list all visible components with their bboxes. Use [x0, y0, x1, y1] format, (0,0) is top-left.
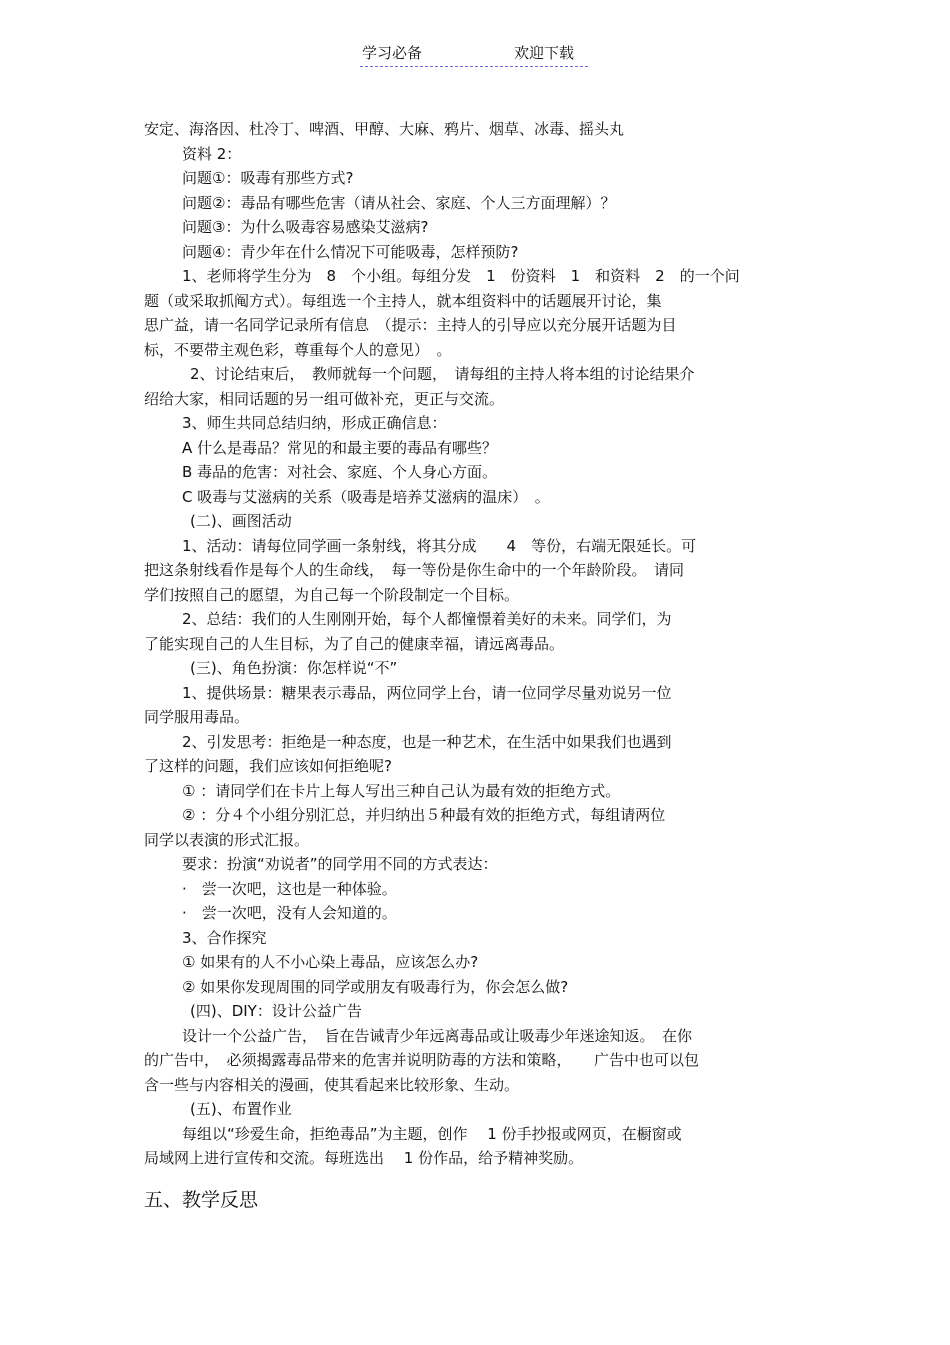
- text-line: 1、老师将学生分为 8 个小组。每组分发 1 份资料 1 和资料 2 的一个问: [182, 267, 740, 285]
- text-line: B 毒品的危害：对社会、家庭、个人身心方面。: [182, 463, 498, 481]
- document-body: [144, 117, 814, 1215]
- text-line: 要求：扮演“劝说者”的同学用不同的方式表达：: [182, 855, 498, 873]
- text-line: 每组以“珍爱生命，拒绝毒品”为主题，创作 1 份手抄报或网页，在橱窗或: [182, 1124, 682, 1143]
- text-line: 的广告中， 必须揭露毒品带来的危害并说明防毒的方法和策略， 广告中也可以包: [144, 1051, 700, 1069]
- text-line: 同学以表演的形式汇报。: [144, 830, 310, 849]
- text-line: 把这条射线看作是每个人的生命线， 每一等份是你生命中的一个年龄阶段。 请同: [144, 561, 685, 579]
- section-heading: 五、教学反思: [144, 1188, 259, 1211]
- text-line: 3、合作探究: [182, 928, 267, 947]
- text-line: 了这样的问题，我们应该如何拒绝呢?: [144, 757, 392, 775]
- text-line: 绍给大家，相同话题的另一组可做补充，更正与交流。: [144, 389, 505, 408]
- subsection-heading: (四)、DIY：设计公益广告: [190, 1002, 362, 1020]
- text-line: 2、讨论结束后， 教师就每一个问题， 请每组的主持人将本组的讨论结果介: [190, 365, 695, 383]
- text-line: 标，不要带主观色彩，尊重每个人的意见） 。: [144, 340, 452, 359]
- text-line: 同学服用毒品。: [144, 708, 250, 726]
- text-line: ② 如果你发现周围的同学或朋友有吸毒行为，你会怎么做?: [182, 977, 569, 996]
- text-line: · 尝一次吧，没有人会知道的。: [182, 904, 397, 922]
- text-line: 1、提供场景：糖果表示毒品，两位同学上台，请一位同学尽量劝说另一位: [182, 683, 672, 702]
- text-line: 局域网上进行宣传和交流。每班选出 1 份作品，给予精神奖励。: [144, 1149, 584, 1167]
- text-line: 问题③：为什么吸毒容易感染艾滋病?: [182, 218, 429, 236]
- header-right-text: 欢迎下载: [514, 44, 575, 62]
- text-line: 1、活动：请每位同学画一条射线，将其分成 4 等份，右端无限延长。可: [182, 536, 697, 555]
- header-left-text: 学习必备: [362, 44, 423, 62]
- text-line: 含一些与内容相关的漫画，使其看起来比较形象、生动。: [144, 1075, 520, 1094]
- text-line: 2、引发思考：拒绝是一种态度，也是一种艺术，在生活中如果我们也遇到: [182, 732, 672, 751]
- text-line: 问题④：青少年在什么情况下可能吸毒，怎样预防?: [182, 242, 519, 261]
- text-line: 2、总结：我们的人生刚刚开始，每个人都憧憬着美好的未来。同学们，为: [182, 610, 672, 628]
- text-line: A 什么是毒品？常见的和最主要的毒品有哪些？: [182, 438, 498, 457]
- text-line: 学们按照自己的愿望，为自己每一个阶段制定一个目标。: [144, 585, 520, 604]
- subsection-heading: (五)、布置作业: [190, 1100, 292, 1118]
- subsection-heading: (三)、角色扮演：你怎样说“不”: [190, 659, 398, 677]
- text-line: 3、师生共同总结归纳，形成正确信息：: [182, 414, 447, 432]
- text-line: · 尝一次吧，这也是一种体验。: [182, 879, 397, 898]
- text-line: ① ：请同学们在卡片上每人写出三种自己认为最有效的拒绝方式。: [182, 781, 621, 800]
- text-line: 资料 2：: [182, 144, 242, 163]
- text-line: C 吸毒与艾滋病的关系（吸毒是培养艾滋病的温床） 。: [182, 487, 550, 506]
- text-line: 了能实现自己的人生目标，为了自己的健康幸福，请远离毒品。: [144, 634, 565, 653]
- subsection-heading: (二)、画图活动: [190, 512, 292, 530]
- text-line: 设计一个公益广告， 旨在告诫青少年远离毒品或让吸毒少年迷途知返。 在你: [182, 1026, 693, 1045]
- text-line: ② ：分４个小组分别汇总，并归纳出５种最有效的拒绝方式，每组请两位: [182, 806, 666, 824]
- text-line: 问题②：毒品有哪些危害（请从社会、家庭、个人三方面理解）？: [182, 193, 616, 212]
- text-line: 问题①：吸毒有那些方式?: [182, 169, 354, 187]
- text-line: 安定、海洛因、杜冷丁、啤酒、甲醇、大麻、鸦片、烟草、冰毒、摇头丸: [144, 120, 625, 138]
- text-line: 思广益，请一名同学记录所有信息 （提示：主持人的引导应以充分展开话题为目: [144, 316, 677, 334]
- text-line: ① 如果有的人不小心染上毒品，应该怎么办?: [182, 953, 479, 971]
- text-line: 题（或采取抓阄方式）。每组选一个主持人，就本组资料中的话题展开讨论，集: [144, 291, 662, 310]
- page-header: [360, 40, 588, 67]
